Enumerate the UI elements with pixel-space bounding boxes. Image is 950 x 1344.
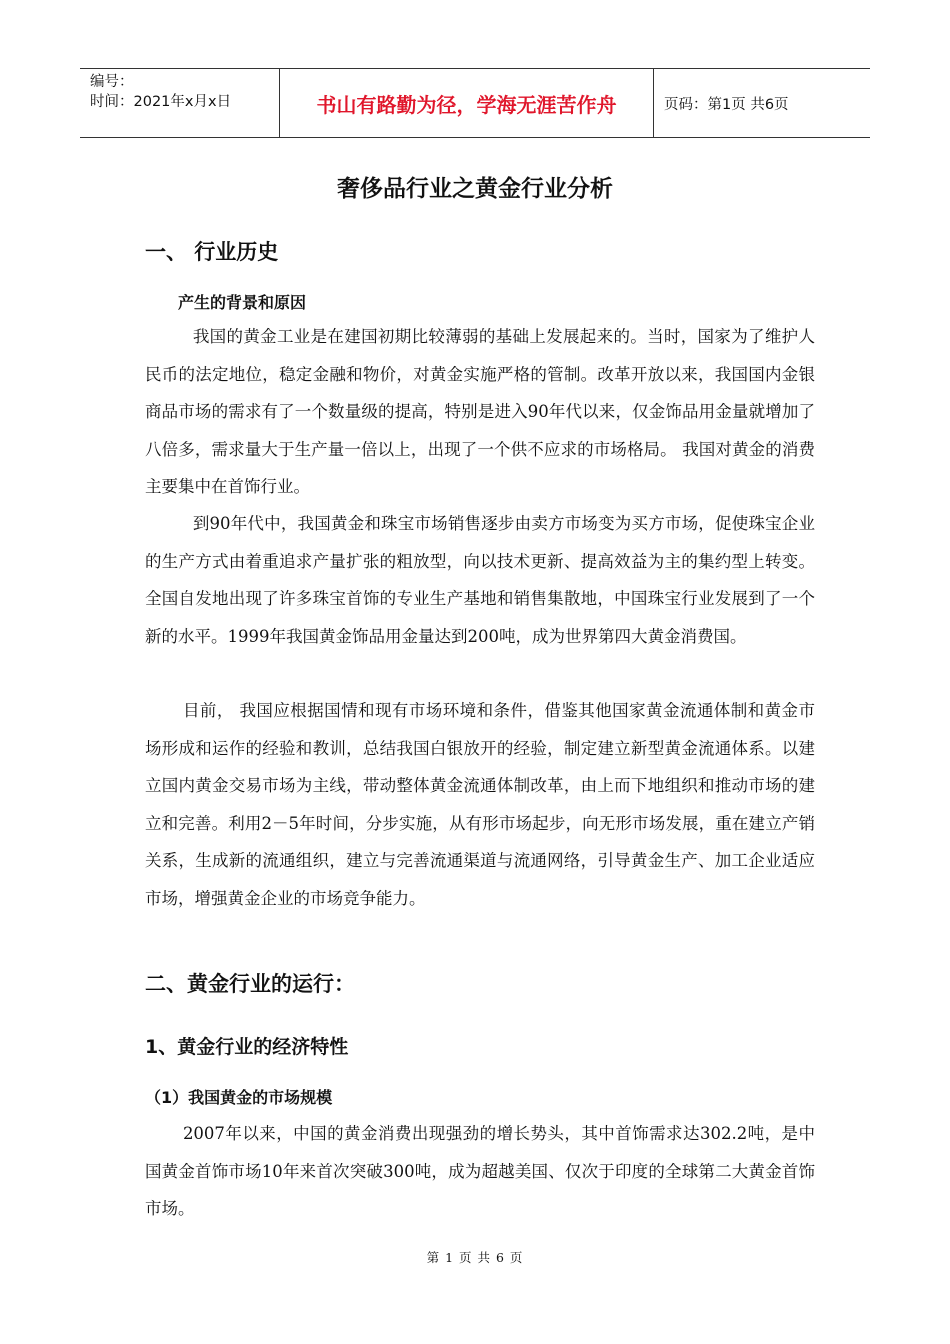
paragraph-2: 到90年代中，我国黄金和珠宝市场销售逐步由卖方市场变为买方市场，促使珠宝企业的生产方式由着重追求产量扩张的粗放型，向以技术更新、提高效益为主的集约型上转变。全国自发地出现了许多珠宝首饰的专业生产基地和销售集散地，中国珠宝行业发展到了一个新的水平。1999年我国黄金饰品用金量达到200吨，成为世界第四大黄金消费国。 (145, 514, 815, 646)
header-page-info: 页码：第1页 共6页 (664, 96, 789, 113)
section-2-subsubheading: （1）我国黄金的市场规模 (145, 1088, 333, 1107)
header-meta (80, 69, 280, 137)
header-motto: 书山有路勤为径，学海无涯苦作舟 (280, 69, 654, 137)
paragraph-1: 我国的黄金工业是在建国初期比较薄弱的基础上发展起来的。当时，国家为了维护人民币的法定地位，稳定金融和物价，对黄金实施严格的管制。改革开放以来，我国国内金银商品市场的需求有了一个数量级的提高，特别是进入90年代以来，仅金饰品用金量就增加了八倍多，需求量大于生产量一倍以上，出现了一个供不应求的市场格局。 我国对黄金的消费主要集中在首饰行业。 (145, 327, 815, 496)
section-1-heading: 一、 行业历史 (145, 240, 279, 264)
time-label: 时间：2021年x月x日 (90, 94, 232, 110)
document-title: 奢侈品行业之黄金行业分析 (337, 176, 613, 202)
header-table (80, 68, 870, 138)
section-2-subheading: 1、黄金行业的经济特性 (145, 1036, 349, 1058)
section-2-heading: 二、黄金行业的运行： (145, 972, 355, 996)
paragraph-3: 目前， 我国应根据国情和现有市场环境和条件，借鉴其他国家黄金流通体制和黄金市场形成和运作的经验和教训，总结我国白银放开的经验，制定建立新型黄金流通体系。以建立国内黄金交易市场为主线，带动整体黄金流通体制改革，由上而下地组织和推动市场的建立和完善。利用2－5年时间，分步实施，从有形市场起步，向无形市场发展，重在建立产销关系，生成新的流通组织，建立与完善流通渠道与流通网络，引导黄金生产、加工企业适应市场，增强黄金企业的市场竞争能力。 (145, 701, 815, 908)
paragraph-4: 2007年以来，中国的黄金消费出现强劲的增长势头，其中首饰需求达302.2吨，是中国黄金首饰市场10年来首次突破300吨，成为超越美国、仅次于印度的全球第二大黄金首饰市场。 (145, 1124, 815, 1218)
serial-label: 编号： (90, 74, 134, 90)
page-footer: 第 1 页 共 6 页 (426, 1250, 524, 1265)
section-1-subheading: 产生的背景和原因 (178, 293, 307, 312)
